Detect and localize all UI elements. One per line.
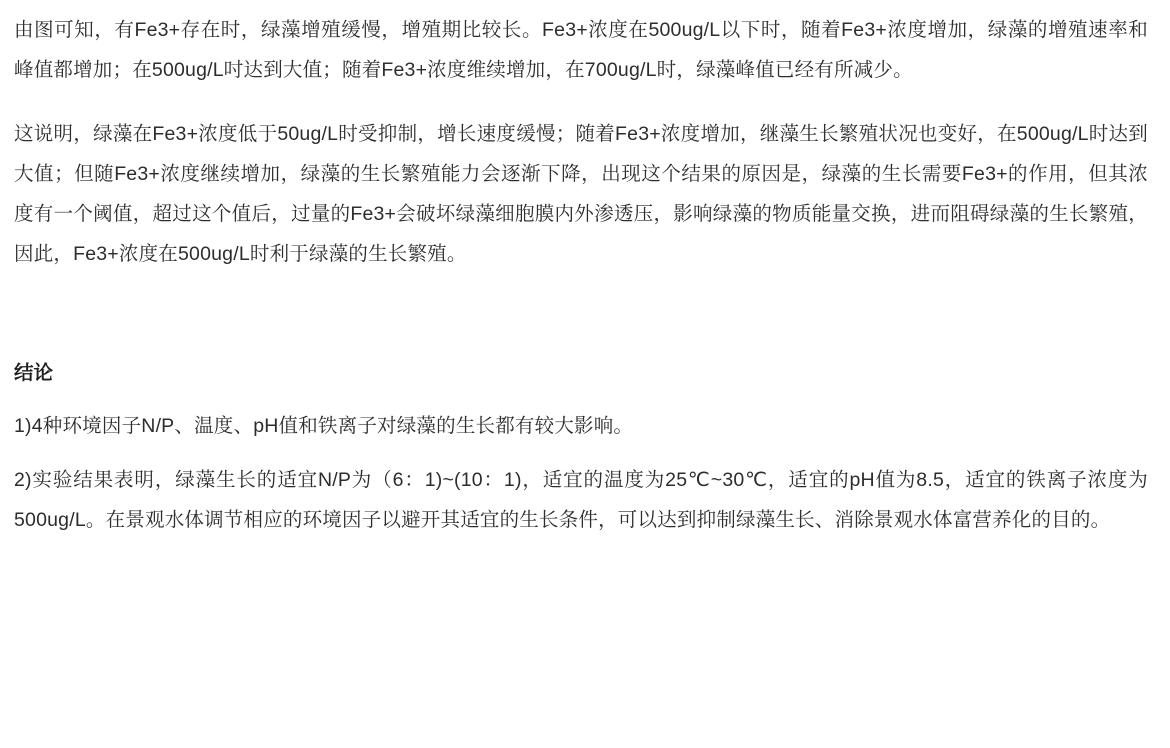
conclusion-item-2: 2)实验结果表明，绿藻生长的适宜N/P为（6：1)~(10：1)，适宜的温度为25℃~30℃，适宜的pH值为8.5，适宜的铁离子浓度为500ug/L。在景观水体调节相应的环境因子以避开其适宜的生长条件，可以达到抑制绿藻生长、消除景观水体富营养化的目的。 [14, 469, 1148, 531]
body-paragraph-1: 由图可知，有Fe3+存在时，绿藻增殖缓慢，增殖期比较长。Fe3+浓度在500ug/L以下时，随着Fe3+浓度增加，绿藻的增殖速率和峰值都增加；在500ug/L吋达到大值；随着Fe3+浓度维续增加，在700ug/L时，绿藻峰值已经有所减少。 [14, 19, 1148, 81]
conclusion-heading: 结论 [14, 362, 54, 384]
section-spacer [14, 296, 1148, 356]
body-paragraph-2: 这说明，绿藻在Fe3+浓度低于50ug/L时受抑制，增长速度缓慢；随着Fe3+浓度增加，继藻生长繁殖状况也变好，在500ug/L时达到大值；但随Fe3+浓度继续增加，绿藻的生长繁殖能力会逐渐下降，出现这个结果的原因是，绿藻的生长需要Fe3+的作用，但其浓度有一个阈值，超过这个值后，过量的Fe3+会破坏绿藻细胞膜内外渗透压，影响绿藻的物质能量交换，进而阻碍绿藻的生长繁殖，因此，Fe3+浓度在500ug/L时利于绿藻的生长繁殖。 [14, 123, 1148, 265]
conclusion-item-1: 1)4种环境因子N/P、温度、pH值和铁离子对绿藻的生长都有较大影响。 [14, 415, 634, 437]
